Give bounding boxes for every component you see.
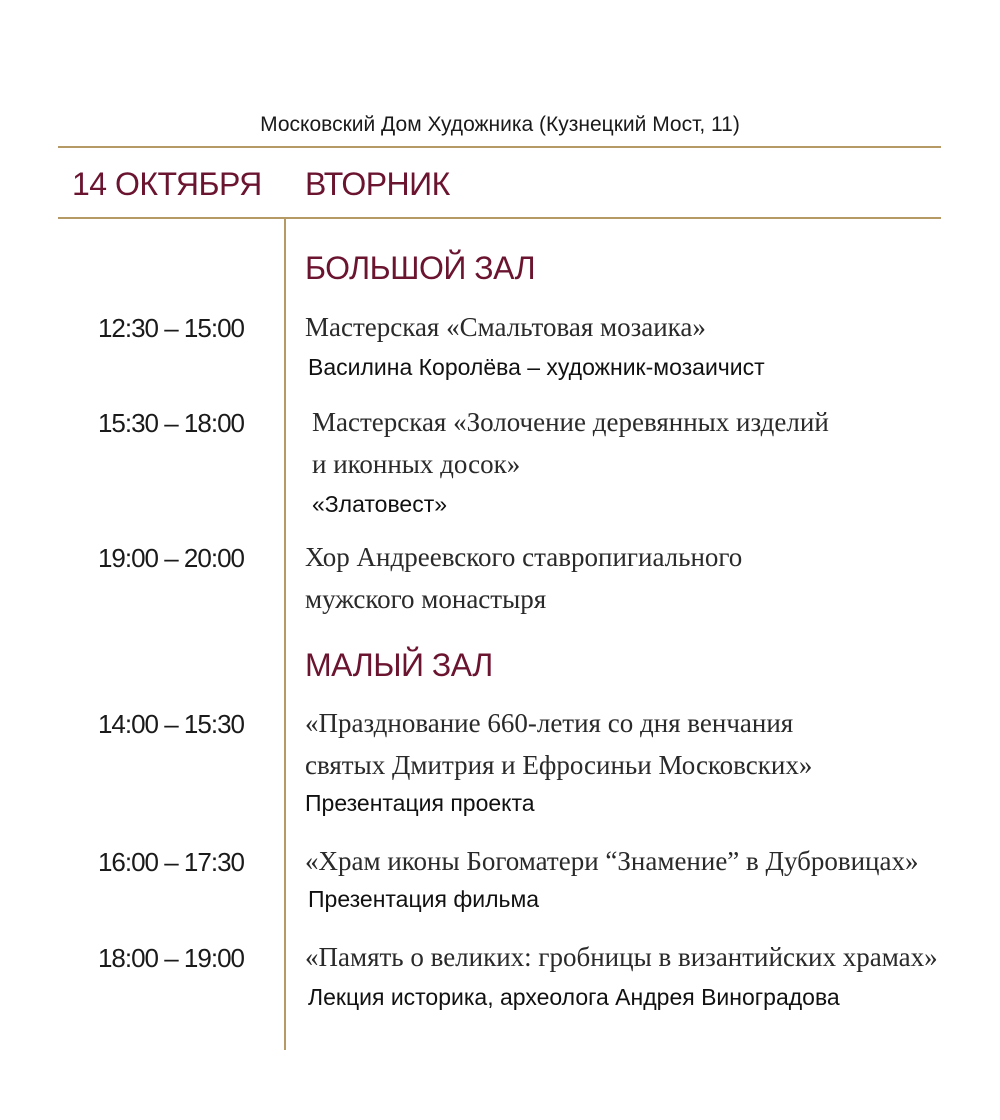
event-time: 14:00 – 15:30	[97, 709, 244, 739]
event-title-line: «Храм иконы Богоматери “Знамение” в Дубровицах»	[305, 846, 919, 876]
event-title-line: и иконных досок»	[312, 449, 521, 479]
weekday-heading: ВТОРНИК	[305, 166, 450, 202]
event-time: 16:00 – 17:30	[97, 847, 244, 877]
event-title-line: святых Дмитрия и Ефросиньи Московских»	[305, 750, 813, 780]
event-title-line: Мастерская «Смальтовая мозаика»	[305, 312, 706, 342]
top-divider	[58, 146, 941, 148]
event-subtitle: «Златовест»	[312, 491, 448, 517]
event-title-line: мужского монастыря	[305, 584, 547, 614]
hall-heading-small: МАЛЫЙ ЗАЛ	[305, 647, 493, 683]
event-title-line: Хор Андреевского ставропигиального	[305, 542, 743, 572]
date-heading: 14 ОКТЯБРЯ	[72, 166, 262, 202]
event-time: 18:00 – 19:00	[97, 943, 244, 973]
event-subtitle: Презентация проекта	[305, 790, 535, 816]
event-time: 19:00 – 20:00	[97, 543, 244, 573]
event-title-line: «Празднование 660-летия со дня венчания	[305, 708, 794, 738]
venue-title: Московский Дом Художника (Кузнецкий Мост, 11)	[260, 113, 740, 136]
event-title-line: Мастерская «Золочение деревянных изделий	[312, 407, 829, 437]
hall-heading-big: БОЛЬШОЙ ЗАЛ	[305, 250, 536, 286]
event-time: 15:30 – 18:00	[97, 408, 244, 438]
event-subtitle: Василина Королёва – художник-мозаичист	[308, 354, 765, 380]
event-subtitle: Презентация фильма	[308, 886, 540, 912]
event-time: 12:30 – 15:00	[97, 313, 244, 343]
event-title-line: «Память о великих: гробницы в византийских храмах»	[305, 942, 938, 972]
header-divider	[58, 217, 941, 219]
event-subtitle: Лекция историка, археолога Андрея Виноградова	[308, 984, 840, 1010]
column-divider	[284, 219, 286, 1050]
